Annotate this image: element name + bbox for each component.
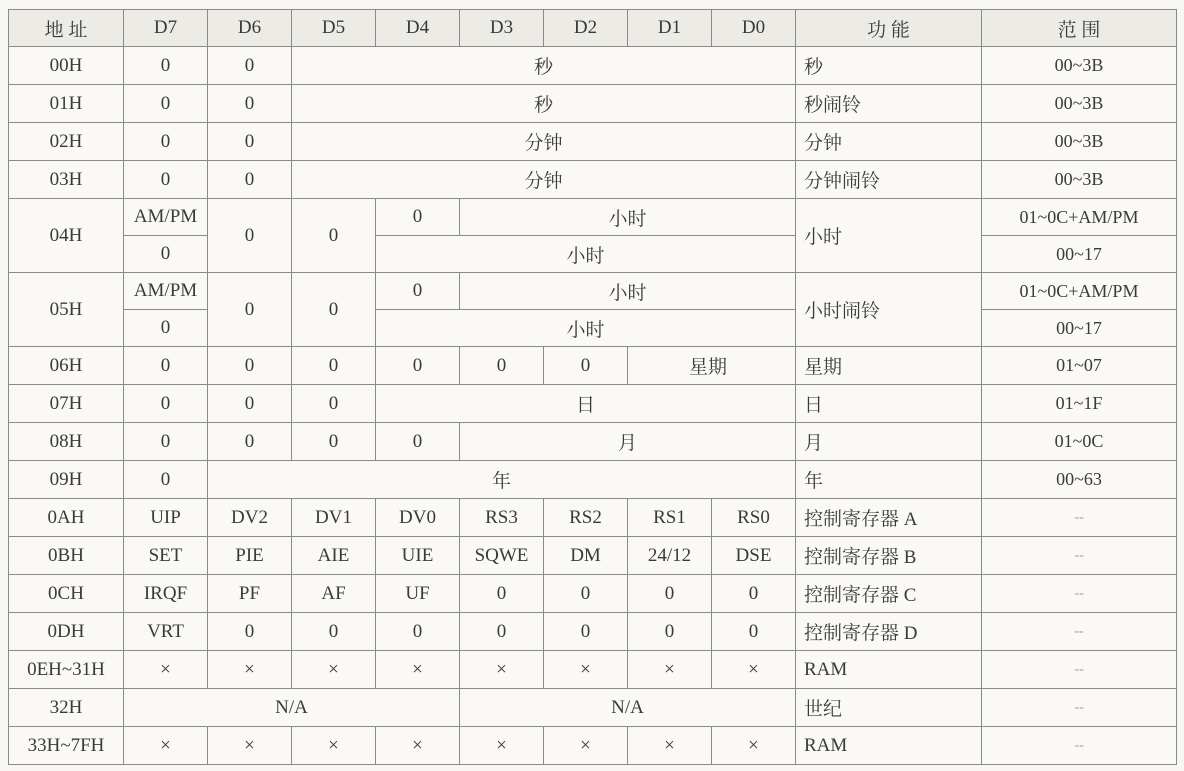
address-cell: 04H: [9, 199, 124, 273]
bit-cell: 0: [712, 613, 796, 651]
bit-cell: 0: [292, 385, 376, 423]
bit-cell: 0: [208, 273, 292, 347]
field-cell: 年: [208, 461, 796, 499]
function-cell: 年: [796, 461, 982, 499]
bit-cell: 0: [292, 423, 376, 461]
bit-cell: 0: [376, 273, 460, 310]
bit-cell: ×: [460, 727, 544, 765]
function-cell: RAM: [796, 727, 982, 765]
bit-cell: 0: [292, 273, 376, 347]
bit-cell: UF: [376, 575, 460, 613]
field-cell: 分钟: [292, 161, 796, 199]
bit-cell: 0: [208, 85, 292, 123]
table-row: [9, 727, 1177, 765]
header-address: 地 址: [9, 10, 124, 47]
field-cell: 日: [376, 385, 796, 423]
header-d4: D4: [376, 10, 460, 47]
function-cell: 月: [796, 423, 982, 461]
range-cell: --: [982, 727, 1177, 765]
table-row: [9, 123, 1177, 161]
header-d5: D5: [292, 10, 376, 47]
address-cell: 05H: [9, 273, 124, 347]
table-row: [9, 651, 1177, 689]
bit-cell: ×: [124, 651, 208, 689]
field-cell: 小时: [376, 310, 796, 347]
bit-cell: PF: [208, 575, 292, 613]
range-cell: 00~3B: [982, 161, 1177, 199]
range-cell: 01~07: [982, 347, 1177, 385]
range-cell: 01~0C: [982, 423, 1177, 461]
bit-cell: 0: [208, 385, 292, 423]
table-row: [9, 423, 1177, 461]
bit-cell: 0: [124, 385, 208, 423]
address-cell: 0BH: [9, 537, 124, 575]
bit-cell: 0: [124, 161, 208, 199]
bit-cell: 24/12: [628, 537, 712, 575]
address-cell: 08H: [9, 423, 124, 461]
table-row: [9, 47, 1177, 85]
bit-cell: 0: [124, 123, 208, 161]
table-row: [9, 537, 1177, 575]
range-cell: 00~17: [982, 310, 1177, 347]
bit-cell: DM: [544, 537, 628, 575]
table-row: [9, 385, 1177, 423]
address-cell: 0EH~31H: [9, 651, 124, 689]
bit-cell: 0: [124, 310, 208, 347]
bit-cell: UIP: [124, 499, 208, 537]
function-cell: 小时闹铃: [796, 273, 982, 347]
field-cell: 秒: [292, 47, 796, 85]
table-row: [9, 85, 1177, 123]
address-cell: 0AH: [9, 499, 124, 537]
header-d1: D1: [628, 10, 712, 47]
bit-cell: ×: [292, 727, 376, 765]
range-cell: 00~3B: [982, 47, 1177, 85]
table-row: [9, 689, 1177, 727]
bit-cell: 0: [124, 423, 208, 461]
function-cell: 控制寄存器 C: [796, 575, 982, 613]
function-cell: 小时: [796, 199, 982, 273]
bit-cell: 0: [124, 85, 208, 123]
table-row: [9, 499, 1177, 537]
function-cell: 秒: [796, 47, 982, 85]
range-cell: 00~3B: [982, 123, 1177, 161]
range-cell: 01~0C+AM/PM: [982, 273, 1177, 310]
bit-cell: ×: [292, 651, 376, 689]
bit-cell: 0: [124, 236, 208, 273]
field-cell: 月: [460, 423, 796, 461]
bit-cell: PIE: [208, 537, 292, 575]
function-cell: 星期: [796, 347, 982, 385]
bit-cell: ×: [544, 651, 628, 689]
function-cell: 日: [796, 385, 982, 423]
bit-cell: 0: [124, 47, 208, 85]
function-cell: 分钟: [796, 123, 982, 161]
address-cell: 32H: [9, 689, 124, 727]
header-d0: D0: [712, 10, 796, 47]
bit-cell: 0: [712, 575, 796, 613]
table-row: [9, 199, 1177, 236]
bit-cell: 0: [460, 575, 544, 613]
bit-cell: ×: [376, 727, 460, 765]
bit-cell: AIE: [292, 537, 376, 575]
bit-cell: 0: [460, 347, 544, 385]
bit-cell: 0: [124, 461, 208, 499]
header-row: [9, 10, 1177, 47]
rtc-register-map-table: [8, 9, 1177, 765]
bit-cell: AF: [292, 575, 376, 613]
bit-cell: 0: [376, 347, 460, 385]
table-row: [9, 461, 1177, 499]
bit-cell: UIE: [376, 537, 460, 575]
range-cell: --: [982, 613, 1177, 651]
field-cell: 小时: [460, 273, 796, 310]
bit-cell: AM/PM: [124, 199, 208, 236]
bit-cell: IRQF: [124, 575, 208, 613]
bit-cell: 0: [292, 613, 376, 651]
table-row: [9, 310, 1177, 347]
function-cell: 控制寄存器 D: [796, 613, 982, 651]
bit-cell: 0: [208, 47, 292, 85]
address-cell: 0DH: [9, 613, 124, 651]
bit-cell: RS0: [712, 499, 796, 537]
bit-cell: 0: [376, 423, 460, 461]
bit-cell: RS3: [460, 499, 544, 537]
bit-cell: ×: [460, 651, 544, 689]
bit-cell: ×: [376, 651, 460, 689]
function-cell: 世纪: [796, 689, 982, 727]
bit-cell: 0: [124, 347, 208, 385]
range-cell: 01~1F: [982, 385, 1177, 423]
bit-cell: RS2: [544, 499, 628, 537]
bit-cell: 0: [208, 613, 292, 651]
bit-cell: DV0: [376, 499, 460, 537]
table-row: [9, 161, 1177, 199]
bit-cell: 0: [544, 347, 628, 385]
bit-cell: DV2: [208, 499, 292, 537]
range-cell: 00~17: [982, 236, 1177, 273]
bit-cell: ×: [712, 727, 796, 765]
range-cell: --: [982, 689, 1177, 727]
range-cell: 00~3B: [982, 85, 1177, 123]
bit-cell: ×: [208, 651, 292, 689]
bit-cell: ×: [544, 727, 628, 765]
range-cell: --: [982, 575, 1177, 613]
bit-cell: 0: [376, 199, 460, 236]
bit-cell: ×: [208, 727, 292, 765]
address-cell: 01H: [9, 85, 124, 123]
bit-cell: ×: [628, 651, 712, 689]
table-row: [9, 273, 1177, 310]
range-cell: --: [982, 537, 1177, 575]
address-cell: 0CH: [9, 575, 124, 613]
address-cell: 02H: [9, 123, 124, 161]
address-cell: 03H: [9, 161, 124, 199]
header-d3: D3: [460, 10, 544, 47]
function-cell: 控制寄存器 B: [796, 537, 982, 575]
function-cell: 分钟闹铃: [796, 161, 982, 199]
bit-cell: ×: [124, 727, 208, 765]
bit-cell: 0: [208, 123, 292, 161]
header-d6: D6: [208, 10, 292, 47]
bit-cell: 0: [292, 199, 376, 273]
address-cell: 09H: [9, 461, 124, 499]
function-cell: 秒闹铃: [796, 85, 982, 123]
range-cell: 01~0C+AM/PM: [982, 199, 1177, 236]
range-cell: --: [982, 651, 1177, 689]
bit-cell: 0: [208, 423, 292, 461]
header-d7: D7: [124, 10, 208, 47]
bit-cell: SQWE: [460, 537, 544, 575]
bit-cell: 0: [544, 613, 628, 651]
range-cell: --: [982, 499, 1177, 537]
bit-cell: ×: [628, 727, 712, 765]
table-row: [9, 347, 1177, 385]
bit-cell: 0: [208, 347, 292, 385]
field-cell: N/A: [460, 689, 796, 727]
field-cell: 秒: [292, 85, 796, 123]
bit-cell: 0: [628, 613, 712, 651]
bit-cell: AM/PM: [124, 273, 208, 310]
bit-cell: RS1: [628, 499, 712, 537]
bit-cell: 0: [208, 199, 292, 273]
bit-cell: VRT: [124, 613, 208, 651]
bit-cell: 0: [292, 347, 376, 385]
address-cell: 06H: [9, 347, 124, 385]
field-cell: 分钟: [292, 123, 796, 161]
field-cell: N/A: [124, 689, 460, 727]
function-cell: RAM: [796, 651, 982, 689]
header-range: 范 围: [982, 10, 1177, 47]
bit-cell: 0: [544, 575, 628, 613]
address-cell: 33H~7FH: [9, 727, 124, 765]
bit-cell: DV1: [292, 499, 376, 537]
function-cell: 控制寄存器 A: [796, 499, 982, 537]
header-function: 功 能: [796, 10, 982, 47]
bit-cell: 0: [460, 613, 544, 651]
bit-cell: 0: [208, 161, 292, 199]
field-cell: 小时: [376, 236, 796, 273]
field-cell: 小时: [460, 199, 796, 236]
table-row: [9, 613, 1177, 651]
header-d2: D2: [544, 10, 628, 47]
address-cell: 07H: [9, 385, 124, 423]
bit-cell: SET: [124, 537, 208, 575]
table-row: [9, 236, 1177, 273]
address-cell: 00H: [9, 47, 124, 85]
bit-cell: 0: [376, 613, 460, 651]
register-table-container: [8, 9, 1177, 765]
bit-cell: 0: [628, 575, 712, 613]
range-cell: 00~63: [982, 461, 1177, 499]
table-row: [9, 575, 1177, 613]
bit-cell: ×: [712, 651, 796, 689]
field-cell: 星期: [628, 347, 796, 385]
bit-cell: DSE: [712, 537, 796, 575]
